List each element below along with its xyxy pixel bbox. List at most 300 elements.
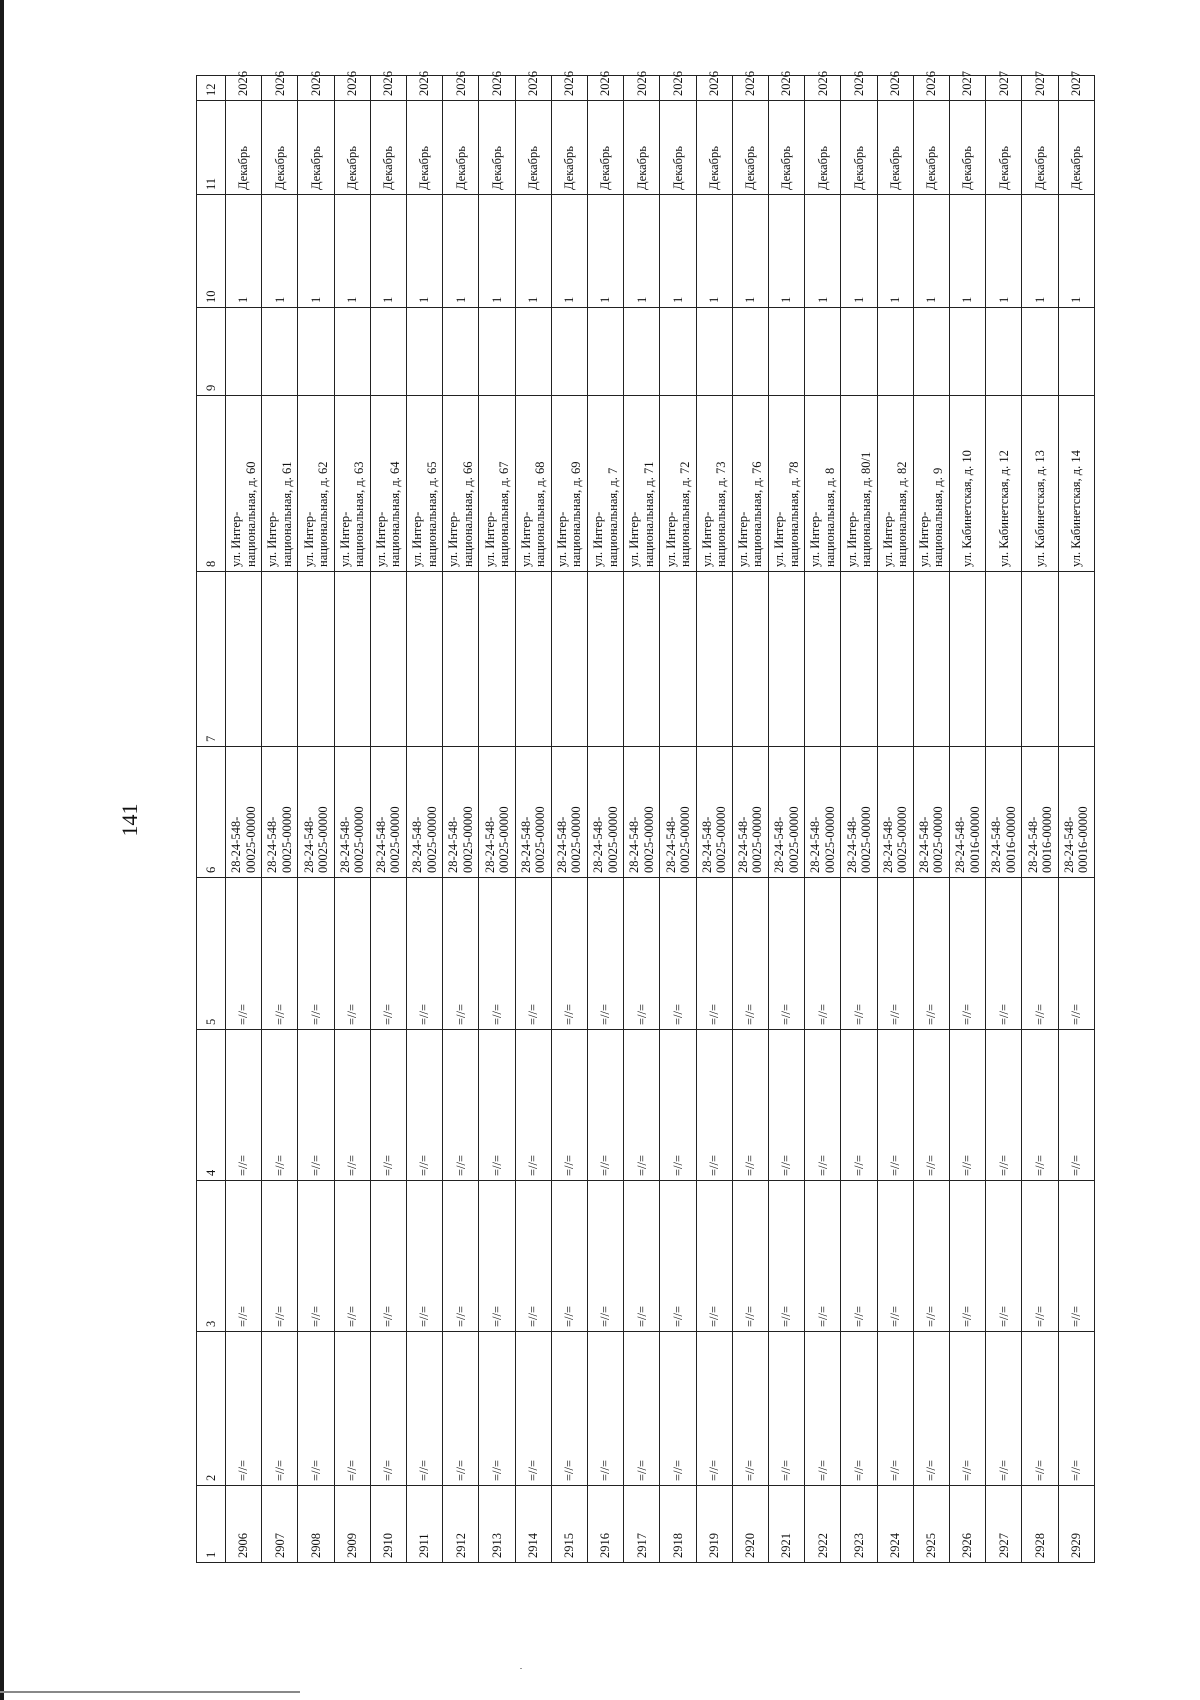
ditto-cell: =//= <box>551 1332 587 1486</box>
table-row <box>334 76 370 1563</box>
address-line: ул. Интер- <box>301 511 316 567</box>
empty-cell <box>696 308 732 396</box>
ditto-cell: =//= <box>660 878 696 1030</box>
ditto-cell: =//= <box>986 878 1022 1030</box>
address-line: национальная, д. 66 <box>460 461 475 567</box>
empty-cell <box>588 308 624 396</box>
month-cell: Декабрь <box>515 101 551 195</box>
ditto-cell: =//= <box>950 878 986 1030</box>
ditto-cell: =//= <box>877 1030 913 1181</box>
cadastral-number-line: 00025-00000 <box>460 806 475 873</box>
month-cell: Декабрь <box>696 101 732 195</box>
cadastral-number-cell <box>551 747 587 878</box>
ditto-cell: =//= <box>443 1332 479 1486</box>
ditto-cell: =//= <box>226 878 262 1030</box>
table-row <box>624 76 660 1563</box>
ditto-cell: =//= <box>588 878 624 1030</box>
cadastral-number-line: 00025-00000 <box>822 806 837 873</box>
cadastral-number-cell <box>660 747 696 878</box>
month-cell: Декабрь <box>1022 101 1058 195</box>
ditto-cell: =//= <box>1022 1030 1058 1181</box>
row-number-cell: 2926 <box>950 1486 986 1563</box>
year-cell: 2027 <box>1058 76 1094 101</box>
empty-cell <box>443 308 479 396</box>
empty-cell <box>986 308 1022 396</box>
table-row <box>841 76 877 1563</box>
cadastral-number-line: 28-24-548- <box>772 816 787 873</box>
cadastral-number-cell <box>334 747 370 878</box>
column-header: 12 <box>197 76 226 101</box>
address-line: национальная, д. 61 <box>279 461 294 567</box>
ditto-cell: =//= <box>769 1332 805 1486</box>
cadastral-number-line: 28-24-548- <box>301 816 316 873</box>
table-row <box>696 76 732 1563</box>
cadastral-number-line: 00025-00000 <box>569 806 584 873</box>
column-header: 11 <box>197 101 226 195</box>
address-cell <box>298 396 334 572</box>
column-header: 4 <box>197 1030 226 1181</box>
page-number: 141 <box>117 803 142 837</box>
month-cell: Декабрь <box>226 101 262 195</box>
table-row <box>950 76 986 1563</box>
month-cell: Декабрь <box>877 101 913 195</box>
ditto-cell: =//= <box>986 1332 1022 1486</box>
empty-cell <box>515 572 551 747</box>
address-cell <box>1022 396 1058 572</box>
row-number-cell: 2908 <box>298 1486 334 1563</box>
cadastral-number-cell <box>370 747 406 878</box>
cadastral-number-line: 28-24-548- <box>555 816 570 873</box>
empty-cell <box>950 308 986 396</box>
ditto-cell: =//= <box>696 1030 732 1181</box>
register-body <box>226 71 1095 1563</box>
row-number-cell: 2916 <box>588 1486 624 1563</box>
year-cell: 2026 <box>262 76 298 101</box>
ditto-cell: =//= <box>732 1030 768 1181</box>
column-header: 7 <box>197 572 226 747</box>
year-cell: 2026 <box>769 76 805 101</box>
ditto-cell: =//= <box>986 1181 1022 1332</box>
ditto-cell: =//= <box>841 1181 877 1332</box>
ditto-cell: =//= <box>696 1332 732 1486</box>
cadastral-number-line: 28-24-548- <box>844 816 859 873</box>
column-header: 2 <box>197 1332 226 1486</box>
year-cell: 2027 <box>1022 76 1058 101</box>
cadastral-number-cell <box>986 747 1022 878</box>
cadastral-number-cell <box>588 747 624 878</box>
empty-cell <box>551 308 587 396</box>
month-cell: Декабрь <box>732 101 768 195</box>
address-cell <box>841 396 877 572</box>
ditto-cell: =//= <box>913 1181 949 1332</box>
table-row <box>370 76 406 1563</box>
empty-cell <box>1058 572 1094 747</box>
address-line: ул. Интер- <box>555 511 570 567</box>
address-line: ул. Интер- <box>482 511 497 567</box>
cadastral-number-line: 00025-00000 <box>750 806 765 873</box>
cadastral-number-line: 00016-00000 <box>1040 806 1055 873</box>
cadastral-number-cell <box>877 747 913 878</box>
address-line: национальная, д. 82 <box>895 461 910 567</box>
empty-cell <box>732 308 768 396</box>
month-cell: Декабрь <box>841 101 877 195</box>
quantity-cell: 1 <box>624 195 660 308</box>
ditto-cell: =//= <box>769 1030 805 1181</box>
quantity-cell: 1 <box>841 195 877 308</box>
ditto-cell: =//= <box>515 878 551 1030</box>
address-cell <box>769 396 805 572</box>
address-cell <box>1058 396 1094 572</box>
empty-cell <box>732 572 768 747</box>
address-line: ул. Интер- <box>844 511 859 567</box>
ditto-cell: =//= <box>624 1332 660 1486</box>
row-number-cell: 2915 <box>551 1486 587 1563</box>
ditto-cell: =//= <box>334 878 370 1030</box>
ditto-cell: =//= <box>624 1030 660 1181</box>
empty-cell <box>877 308 913 396</box>
ditto-cell: =//= <box>1058 878 1094 1030</box>
quantity-cell: 1 <box>1058 195 1094 308</box>
ditto-cell: =//= <box>588 1181 624 1332</box>
address-line: ул. Кабинетская, д. 10 <box>960 450 975 567</box>
ditto-cell: =//= <box>660 1332 696 1486</box>
empty-cell <box>479 572 515 747</box>
address-line: ул. Интер- <box>265 511 280 567</box>
cadastral-number-line: 28-24-548- <box>953 816 968 873</box>
year-cell: 2026 <box>660 76 696 101</box>
ditto-cell: =//= <box>479 878 515 1030</box>
row-number-cell: 2919 <box>696 1486 732 1563</box>
ditto-cell: =//= <box>805 1181 841 1332</box>
empty-cell <box>551 572 587 747</box>
row-number-cell: 2911 <box>407 1486 443 1563</box>
empty-cell <box>769 308 805 396</box>
address-cell <box>262 396 298 572</box>
empty-cell <box>298 308 334 396</box>
address-cell <box>334 396 370 572</box>
month-cell: Декабрь <box>588 101 624 195</box>
ditto-cell: =//= <box>515 1030 551 1181</box>
row-number-cell: 2906 <box>226 1486 262 1563</box>
empty-cell <box>226 572 262 747</box>
address-line: ул. Интер- <box>663 511 678 567</box>
month-cell: Декабрь <box>913 101 949 195</box>
table-row <box>877 76 913 1563</box>
empty-cell <box>370 308 406 396</box>
table-row <box>588 76 624 1563</box>
ditto-cell: =//= <box>1022 1181 1058 1332</box>
table-row <box>732 76 768 1563</box>
row-number-cell: 2912 <box>443 1486 479 1563</box>
ditto-cell: =//= <box>226 1030 262 1181</box>
address-line: ул. Интер- <box>337 511 352 567</box>
address-line: ул. Кабинетская, д. 14 <box>1069 450 1084 567</box>
empty-cell <box>913 572 949 747</box>
address-cell <box>226 396 262 572</box>
address-line: национальная, д. 76 <box>750 461 765 567</box>
year-cell: 2026 <box>732 76 768 101</box>
address-line: ул. Интер- <box>808 511 823 567</box>
month-cell: Декабрь <box>769 101 805 195</box>
ditto-cell: =//= <box>334 1332 370 1486</box>
ditto-cell: =//= <box>805 1332 841 1486</box>
row-number-cell: 2925 <box>913 1486 949 1563</box>
ditto-cell: =//= <box>588 1030 624 1181</box>
ditto-cell: =//= <box>226 1332 262 1486</box>
row-number-cell: 2913 <box>479 1486 515 1563</box>
ditto-cell: =//= <box>950 1332 986 1486</box>
quantity-cell: 1 <box>732 195 768 308</box>
column-header: 3 <box>197 1181 226 1332</box>
month-cell: Декабрь <box>1058 101 1094 195</box>
address-cell <box>515 396 551 572</box>
cadastral-number-cell <box>696 747 732 878</box>
table-row <box>298 76 334 1563</box>
address-line: ул. Интер- <box>446 511 461 567</box>
ditto-cell: =//= <box>660 1030 696 1181</box>
year-cell: 2026 <box>696 76 732 101</box>
cadastral-number-cell <box>769 747 805 878</box>
empty-cell <box>443 572 479 747</box>
ditto-cell: =//= <box>732 1332 768 1486</box>
row-number-cell: 2927 <box>986 1486 1022 1563</box>
address-line: национальная, д. 71 <box>641 461 656 567</box>
table-row <box>1022 76 1058 1563</box>
ditto-cell: =//= <box>226 1181 262 1332</box>
address-line: ул. Интер- <box>880 511 895 567</box>
address-line: национальная, д. 73 <box>714 461 729 567</box>
ditto-cell: =//= <box>334 1181 370 1332</box>
quantity-cell: 1 <box>1022 195 1058 308</box>
ditto-cell: =//= <box>913 1332 949 1486</box>
quantity-cell: 1 <box>950 195 986 308</box>
quantity-cell: 1 <box>588 195 624 308</box>
ditto-cell: =//= <box>443 1181 479 1332</box>
ditto-cell: =//= <box>551 1181 587 1332</box>
empty-cell <box>986 572 1022 747</box>
ditto-cell: =//= <box>1058 1181 1094 1332</box>
ditto-cell: =//= <box>732 1181 768 1332</box>
address-line: национальная, д. 60 <box>243 461 258 567</box>
empty-cell <box>805 572 841 747</box>
ditto-cell: =//= <box>515 1181 551 1332</box>
cadastral-number-line: 00025-00000 <box>786 806 801 873</box>
cadastral-number-cell <box>479 747 515 878</box>
quantity-cell: 1 <box>913 195 949 308</box>
ditto-cell: =//= <box>950 1030 986 1181</box>
cadastral-number-line: 28-24-548- <box>627 816 642 873</box>
empty-cell <box>370 572 406 747</box>
address-cell <box>443 396 479 572</box>
address-line: ул. Интер- <box>374 511 389 567</box>
empty-cell <box>841 572 877 747</box>
empty-cell <box>877 572 913 747</box>
cadastral-number-line: 00025-00000 <box>243 806 258 873</box>
month-cell: Декабрь <box>950 101 986 195</box>
scan-border-bottom <box>0 1691 300 1693</box>
ditto-cell: =//= <box>334 1030 370 1181</box>
row-number-cell: 2918 <box>660 1486 696 1563</box>
cadastral-number-cell <box>1022 747 1058 878</box>
table-row <box>986 76 1022 1563</box>
month-cell: Декабрь <box>443 101 479 195</box>
row-number-cell: 2917 <box>624 1486 660 1563</box>
cadastral-number-line: 28-24-548- <box>337 816 352 873</box>
ditto-cell: =//= <box>370 878 406 1030</box>
address-line: ул. Кабинетская, д. 13 <box>1032 450 1047 567</box>
column-header: 1 <box>197 1486 226 1563</box>
ditto-cell: =//= <box>624 878 660 1030</box>
empty-cell <box>841 308 877 396</box>
ditto-cell: =//= <box>407 1030 443 1181</box>
address-line: ул. Интер- <box>772 511 787 567</box>
ditto-cell: =//= <box>298 1030 334 1181</box>
ditto-cell: =//= <box>841 1030 877 1181</box>
row-number-cell: 2907 <box>262 1486 298 1563</box>
year-cell: 2026 <box>515 76 551 101</box>
ditto-cell: =//= <box>407 878 443 1030</box>
month-cell: Декабрь <box>805 101 841 195</box>
address-line: национальная, д. 62 <box>316 461 330 567</box>
ditto-cell: =//= <box>913 1030 949 1181</box>
cadastral-number-line: 00025-00000 <box>931 806 946 873</box>
table-row <box>479 76 515 1563</box>
address-line: национальная, д. 68 <box>533 461 548 567</box>
column-header: 9 <box>197 308 226 396</box>
ditto-cell: =//= <box>805 878 841 1030</box>
table-row <box>515 76 551 1563</box>
ditto-cell: =//= <box>551 878 587 1030</box>
cadastral-number-cell <box>732 747 768 878</box>
cadastral-number-cell <box>298 747 334 878</box>
ditto-cell: =//= <box>262 1332 298 1486</box>
ditto-cell: =//= <box>950 1181 986 1332</box>
quantity-cell: 1 <box>660 195 696 308</box>
row-number-cell: 2920 <box>732 1486 768 1563</box>
row-number-cell: 2909 <box>334 1486 370 1563</box>
cadastral-number-line: 28-24-548- <box>663 816 678 873</box>
ditto-cell: =//= <box>696 1181 732 1332</box>
ditto-cell: =//= <box>805 1030 841 1181</box>
cadastral-number-line: 28-24-548- <box>1061 816 1076 873</box>
address-cell <box>805 396 841 572</box>
year-cell: 2026 <box>298 76 334 101</box>
address-cell <box>913 396 949 572</box>
empty-cell <box>660 572 696 747</box>
table-row <box>262 76 298 1563</box>
address-line: национальная, д. 9 <box>931 467 946 567</box>
row-number-cell: 2928 <box>1022 1486 1058 1563</box>
scan-speck <box>520 1668 522 1669</box>
year-cell: 2026 <box>877 76 913 101</box>
column-header: 10 <box>197 195 226 308</box>
quantity-cell: 1 <box>226 195 262 308</box>
cadastral-number-line: 28-24-548- <box>880 816 895 873</box>
empty-cell <box>407 572 443 747</box>
year-cell: 2026 <box>334 76 370 101</box>
month-cell: Декабрь <box>370 101 406 195</box>
quantity-cell: 1 <box>443 195 479 308</box>
cadastral-number-line: 28-24-548- <box>265 816 280 873</box>
month-cell: Декабрь <box>551 101 587 195</box>
ditto-cell: =//= <box>1022 1332 1058 1486</box>
address-line: ул. Интер- <box>917 511 932 567</box>
ditto-cell: =//= <box>588 1332 624 1486</box>
address-line: ул. Интер- <box>699 511 714 567</box>
address-cell <box>479 396 515 572</box>
empty-cell <box>696 572 732 747</box>
quantity-cell: 1 <box>262 195 298 308</box>
empty-cell <box>913 308 949 396</box>
cadastral-number-line: 00025-00000 <box>605 806 620 873</box>
ditto-cell: =//= <box>407 1332 443 1486</box>
address-cell <box>660 396 696 572</box>
row-number-cell: 2910 <box>370 1486 406 1563</box>
cadastral-number-line: 28-24-548- <box>374 816 389 873</box>
ditto-cell: =//= <box>696 878 732 1030</box>
quantity-cell: 1 <box>877 195 913 308</box>
empty-cell <box>262 572 298 747</box>
cadastral-number-line: 28-24-548- <box>989 816 1004 873</box>
ditto-cell: =//= <box>370 1181 406 1332</box>
ditto-cell: =//= <box>551 1030 587 1181</box>
ditto-cell: =//= <box>1058 1332 1094 1486</box>
empty-cell <box>624 308 660 396</box>
address-line: ул. Интер- <box>410 511 425 567</box>
month-cell: Декабрь <box>660 101 696 195</box>
ditto-cell: =//= <box>660 1181 696 1332</box>
cadastral-number-line: 28-24-548- <box>1025 816 1040 873</box>
column-header: 5 <box>197 878 226 1030</box>
year-cell: 2026 <box>841 76 877 101</box>
ditto-cell: =//= <box>262 1181 298 1332</box>
address-line: ул. Интер- <box>627 511 642 567</box>
cadastral-number-cell <box>805 747 841 878</box>
address-line: национальная, д. 7 <box>605 467 620 567</box>
ditto-cell: =//= <box>624 1181 660 1332</box>
ditto-cell: =//= <box>515 1332 551 1486</box>
cadastral-number-line: 00025-00000 <box>714 806 729 873</box>
address-line: ул. Интер- <box>591 511 606 567</box>
cadastral-number-cell <box>515 747 551 878</box>
table-row <box>769 76 805 1563</box>
address-cell <box>551 396 587 572</box>
column-header: 6 <box>197 747 226 878</box>
ditto-cell: =//= <box>443 878 479 1030</box>
year-cell: 2026 <box>226 76 262 101</box>
quantity-cell: 1 <box>407 195 443 308</box>
address-cell <box>696 396 732 572</box>
quantity-cell: 1 <box>769 195 805 308</box>
year-cell: 2026 <box>443 76 479 101</box>
row-number-cell: 2923 <box>841 1486 877 1563</box>
table-row <box>443 76 479 1563</box>
year-cell: 2027 <box>950 76 986 101</box>
year-cell: 2027 <box>986 76 1022 101</box>
ditto-cell: =//= <box>913 878 949 1030</box>
address-cell <box>732 396 768 572</box>
column-header: 8 <box>197 396 226 572</box>
cadastral-number-line: 00025-00000 <box>388 806 403 873</box>
cadastral-number-line: 28-24-548- <box>518 816 533 873</box>
cadastral-number-line: 00025-00000 <box>533 806 548 873</box>
ditto-cell: =//= <box>298 1181 334 1332</box>
table-row <box>660 76 696 1563</box>
address-line: национальная, д. 67 <box>497 461 512 567</box>
year-cell: 2026 <box>624 76 660 101</box>
table-row <box>805 76 841 1563</box>
address-line: национальная, д. 8 <box>822 467 837 567</box>
